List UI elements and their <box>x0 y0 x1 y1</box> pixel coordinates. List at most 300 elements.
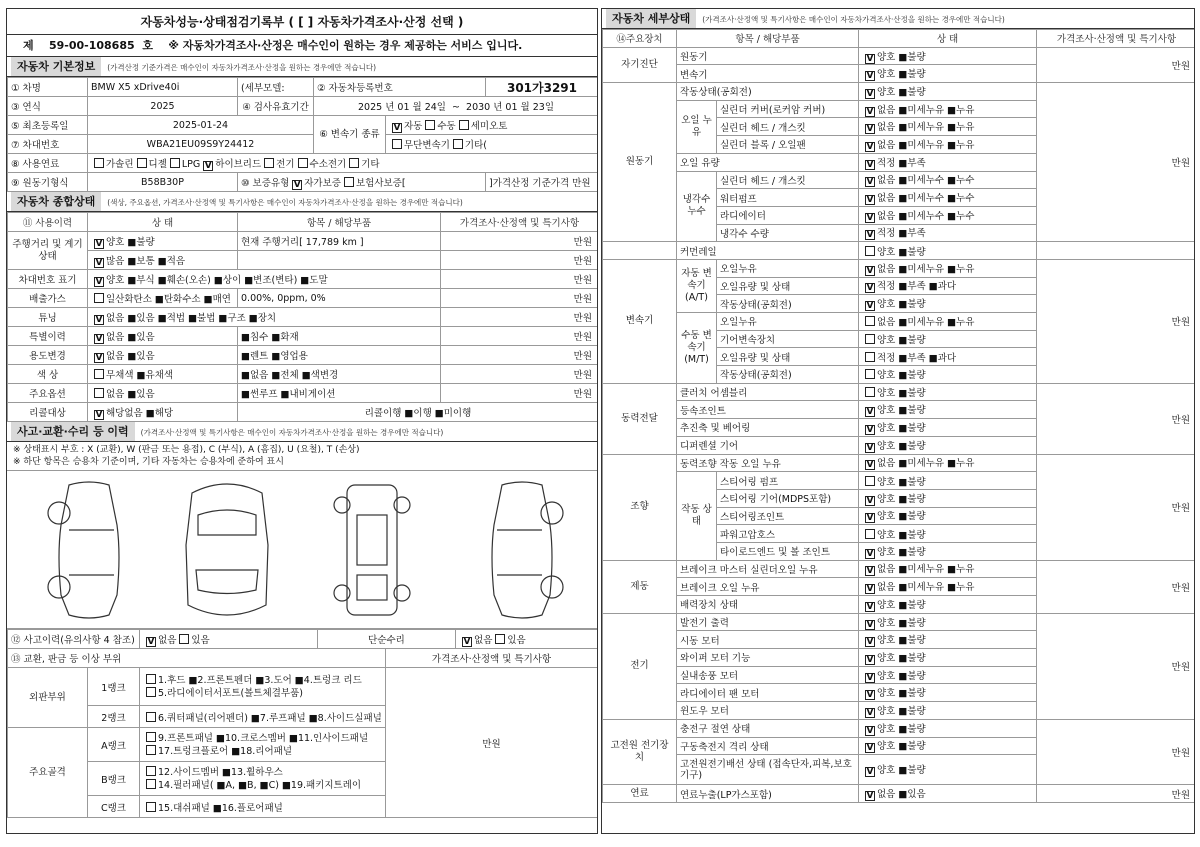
checkbox[interactable]: V <box>866 548 874 559</box>
at-oil-level-label: 오일유량 및 상태 <box>717 277 859 295</box>
oil-leak-label: 오일 누유 <box>677 100 717 153</box>
status-text: 없음 ■미세누유 ■누유 <box>877 564 975 576</box>
checkbox[interactable]: V <box>95 276 103 287</box>
recall-status <box>88 403 238 422</box>
price-unit: 만원 <box>1037 47 1196 82</box>
vin-label: ⑦ 차대번호 <box>8 135 88 154</box>
recall-done: 리콜이행 ■이행 ■미이행 <box>238 403 599 422</box>
document-title: 자동차성능·상태점검기록부 ( [ ] 자동차가격조사·산정 선택 ) <box>7 9 597 35</box>
emission-label: 배출가스 <box>8 289 88 308</box>
self-diagnosis-label: 자기진단 <box>603 47 677 82</box>
prop-shaft-status <box>859 419 1037 437</box>
master-cyl-status <box>859 560 1037 578</box>
checkbox-self-warranty[interactable]: V <box>293 179 301 190</box>
item-header: 항목 / 해당부품 <box>238 213 441 232</box>
checkbox[interactable] <box>865 334 875 344</box>
cyl-block-label: 실린더 블록 / 오일팬 <box>717 136 859 154</box>
rank2-items-text: 6.쿼터패널(리어펜더) ■7.루프패널 ■8.사이드실패널 <box>158 712 382 724</box>
cv-joint-status <box>859 401 1037 419</box>
checkbox[interactable]: V <box>866 88 874 99</box>
status-text: 적정 ■부족 <box>877 228 926 240</box>
checkbox[interactable]: V <box>866 460 874 471</box>
right-panel <box>601 8 1195 834</box>
wiper-label: 와이퍼 모터 기능 <box>677 649 859 667</box>
price-basis <box>486 173 599 192</box>
mt-oil-leak-label: 오일누유 <box>717 313 859 331</box>
mt-oil-leak-status <box>859 313 1037 331</box>
checkbox-insurer-warranty[interactable] <box>344 177 354 187</box>
status-text: 양호 ■불량 <box>877 741 926 753</box>
steering-section-label: 조향 <box>603 454 677 560</box>
car-diagrams <box>7 471 597 629</box>
ps-oil-leak-status <box>859 454 1037 472</box>
checkbox[interactable] <box>146 802 156 812</box>
mt-gear-status <box>859 330 1037 348</box>
abnormal-price-header: 가격조사·산정액 및 특기사항 <box>386 649 598 668</box>
etc-label: 기타( <box>464 140 487 151</box>
rankC-items-text: 15.대쉬패널 ■16.플로어패널 <box>158 802 283 814</box>
status-text: 양호 ■불량 <box>877 635 926 647</box>
checkbox[interactable]: V <box>866 584 874 595</box>
checkbox[interactable]: V <box>866 767 874 778</box>
checkbox[interactable]: V <box>866 566 874 577</box>
checkbox[interactable] <box>865 369 875 379</box>
vin: WBA21EU09S9Y24412 <box>88 135 314 154</box>
checkbox[interactable] <box>865 476 875 486</box>
checkbox[interactable]: V <box>95 352 103 363</box>
checkbox[interactable]: V <box>866 690 874 701</box>
price-unit: 만원 <box>1037 454 1196 560</box>
starter-status <box>859 631 1037 649</box>
common-rail-label: 커먼레일 <box>677 242 859 260</box>
status-text: 양호 ■불량 <box>877 388 926 400</box>
auto-trans-label: 자동 변속기 (A/T) <box>677 259 717 312</box>
current-mileage: 현재 주행거리[ 17,789 km ] <box>238 232 441 251</box>
checkbox[interactable]: V <box>866 301 874 312</box>
mt-idle-status <box>859 366 1037 384</box>
checkbox[interactable] <box>865 246 875 256</box>
checkbox-hybrid[interactable]: V <box>204 160 212 171</box>
self-engine-label: 원동기 <box>677 47 859 65</box>
hv-section-label: 고전원 전기장치 <box>603 719 677 784</box>
status-text: 양호 ■불량 <box>877 705 926 717</box>
common-rail-status <box>859 242 1037 260</box>
mileage-status-text: 양호 ■불량 <box>106 236 155 248</box>
reg-number-label: ② 자동차등록번호 <box>314 78 486 97</box>
accident-note: (가격조사·산정액 및 특기사항은 매수인이 자동차가격조사·산정을 원하는 경우에만 적습니다) <box>140 428 444 437</box>
checkbox-fuel-etc[interactable] <box>349 158 359 168</box>
accident-header <box>7 422 597 442</box>
transmission-options-2 <box>386 135 599 154</box>
checkbox[interactable] <box>865 316 875 326</box>
checkbox[interactable]: V <box>866 177 874 188</box>
checkbox[interactable]: V <box>866 725 874 736</box>
status-text: 적정 ■부족 <box>877 157 926 169</box>
options-status <box>88 384 238 403</box>
general-status-title: 자동차 종합상태 <box>11 192 101 212</box>
checkbox[interactable]: V <box>866 442 874 453</box>
checkbox[interactable]: V <box>866 53 874 64</box>
accident-history-label: ⑫ 사고이력(유의사항 4 참조) <box>8 630 140 649</box>
checkbox[interactable] <box>146 674 156 684</box>
wiper-status <box>859 649 1037 667</box>
status-text: 양호 ■불량 <box>877 765 926 777</box>
rankB-items <box>140 762 386 796</box>
coolant-leak-label: 냉각수 누수 <box>677 171 717 242</box>
checkbox[interactable] <box>146 779 156 789</box>
warranty-label: ⑩ 보증유형 <box>241 177 290 189</box>
transmission-label: ⑥ 변속기 종류 <box>314 116 386 154</box>
detail-status-title: 자동차 세부상태 <box>606 9 696 29</box>
alternator-status <box>859 613 1037 631</box>
empty-cell <box>238 251 441 270</box>
checkbox[interactable]: V <box>866 601 874 612</box>
checkbox[interactable]: V <box>866 195 874 206</box>
checkbox[interactable]: V <box>95 238 103 249</box>
checkbox-gasoline[interactable] <box>94 158 104 168</box>
checkbox[interactable]: V <box>866 743 874 754</box>
checkbox[interactable]: V <box>866 513 874 524</box>
price-unit: 만원 <box>441 346 599 365</box>
booster-status <box>859 596 1037 614</box>
checkbox-cvt[interactable] <box>392 139 402 149</box>
options-text: 없음 ■있음 <box>106 389 155 400</box>
inspection-validity-label: ④ 검사유효기간 <box>238 97 314 116</box>
status-text: 양호 ■불량 <box>877 652 926 664</box>
price-unit: 만원 <box>1037 719 1196 784</box>
special-items: ■침수 ■화재 <box>238 327 441 346</box>
checkbox-lpg[interactable] <box>170 158 180 168</box>
ev-label: 전기 <box>276 158 295 170</box>
rankB-label: B랭크 <box>88 762 140 796</box>
status-text: 없음 ■미세누유 ■누유 <box>877 582 975 594</box>
tie-rod-status <box>859 542 1037 560</box>
usage-change-text: 없음 ■있음 <box>106 350 155 362</box>
mt-idle-label: 작동상태(공회전) <box>717 366 859 384</box>
rankC-items <box>140 796 386 818</box>
sub-model-label: (세부모델: <box>238 78 314 97</box>
gasoline-label: 가솔린 <box>106 158 134 170</box>
checkbox[interactable] <box>865 352 875 362</box>
checkbox[interactable]: V <box>866 265 874 276</box>
cyl-cover-status <box>859 100 1037 118</box>
cyl-head-status <box>859 118 1037 136</box>
yes-label: 있음 <box>507 634 526 646</box>
radiator-label: 라디에이터 <box>717 206 859 224</box>
status-text: 양호 ■불량 <box>877 723 926 735</box>
diff-label: 디퍼렌셜 기어 <box>677 436 859 454</box>
checkbox[interactable]: V <box>95 257 103 268</box>
left-panel <box>6 8 598 834</box>
price-unit: 만원 <box>441 308 599 327</box>
rank1-label: 1랭크 <box>88 668 140 706</box>
hv-wiring-status <box>859 755 1037 785</box>
checkbox[interactable]: V <box>866 424 874 435</box>
status-text: 양호 ■불량 <box>877 670 926 682</box>
checkbox-yes[interactable] <box>495 634 505 644</box>
oil-level-label: 오일 유량 <box>677 153 859 171</box>
steer-pump-label: 스티어링 펌프 <box>717 472 859 490</box>
fuel-section-label: 연료 <box>603 785 677 803</box>
checkbox[interactable]: V <box>866 637 874 648</box>
checkbox[interactable]: V <box>866 159 874 170</box>
status-text: 양호 ■불량 <box>877 440 926 452</box>
status-text: 양호 ■불량 <box>877 511 926 523</box>
price-unit: 만원 <box>1037 383 1196 454</box>
status-text: 양호 ■불량 <box>877 546 926 558</box>
checkbox[interactable] <box>865 529 875 539</box>
fuel-leak-label: 연료누출(LP가스포함) <box>677 785 859 803</box>
hybrid-label: 하이브리드 <box>215 158 262 170</box>
vehicle-name: BMW X5 xDrive40i <box>88 78 238 97</box>
checkbox-diesel[interactable] <box>137 158 147 168</box>
none-label: 없음 <box>158 634 177 646</box>
checkbox[interactable] <box>94 293 104 303</box>
steer-gear-status <box>859 489 1037 507</box>
checkbox-hydrogen[interactable] <box>298 158 308 168</box>
checkbox[interactable] <box>146 766 156 776</box>
checkbox[interactable]: V <box>866 106 874 117</box>
status-text: 양호 ■불량 <box>877 405 926 417</box>
checkbox-ev[interactable] <box>264 158 274 168</box>
special-text: 없음 ■있음 <box>106 331 155 343</box>
checkbox[interactable]: V <box>95 409 103 420</box>
detail-status-header <box>602 9 1194 29</box>
engine-idle-status <box>859 83 1037 101</box>
price-unit: 만원 <box>441 251 599 270</box>
price-unit: 만원 <box>441 270 599 289</box>
rankB-items-a: 12.사이드멤버 ■13.휠하우스 <box>158 766 283 778</box>
steer-joint-status <box>859 507 1037 525</box>
tie-rod-label: 타이로드엔드 및 볼 조인트 <box>717 542 859 560</box>
status-text: 없음 ■미세누수 ■누수 <box>877 175 975 187</box>
vin-mark-status <box>88 270 441 289</box>
checkbox[interactable]: V <box>95 333 103 344</box>
general-status-header <box>7 192 597 212</box>
diesel-label: 디젤 <box>148 158 167 170</box>
warranty-options <box>238 173 486 192</box>
self-warranty-label: 자가보증 <box>304 177 341 189</box>
status-text: 적정 ■부족 ■과다 <box>877 281 957 293</box>
transmission-section-label: 변속기 <box>603 259 677 383</box>
self-trans-status <box>859 65 1037 83</box>
rankA-items-b: 17.트렁크플로어 ■18.리어패널 <box>158 745 292 757</box>
options-label: 주요옵션 <box>8 384 88 403</box>
empty-cell <box>1037 242 1196 260</box>
power-hose-label: 파워고압호스 <box>717 525 859 543</box>
yes-label: 있음 <box>191 634 210 646</box>
self-engine-status <box>859 47 1037 65</box>
status-text: 적정 ■부족 ■과다 <box>877 352 957 364</box>
checkbox[interactable] <box>146 687 156 697</box>
vin-mark-label: 차대번호 표기 <box>8 270 88 289</box>
insurer-warranty-label: 보험사보증[ <box>355 177 406 189</box>
prop-shaft-label: 추진축 및 베어링 <box>677 419 859 437</box>
auto-label: 자동 <box>404 120 423 132</box>
price-unit: 만원 <box>441 384 599 403</box>
price-basis-label: ]가격산정 기준가격 <box>489 178 570 189</box>
water-pump-status <box>859 189 1037 207</box>
rad-fan-label: 라디에이터 팬 모터 <box>677 684 859 702</box>
fuel-leak-status <box>859 785 1037 803</box>
hv-wiring-label: 고전원전기배선 상태 (접속단자,피복,보호기구) <box>677 755 859 785</box>
car-frame-diagram <box>312 475 432 627</box>
engine-type-label: ⑨ 원동기형식 <box>8 173 88 192</box>
checkbox[interactable]: V <box>866 141 874 152</box>
oil-level-status <box>859 153 1037 171</box>
coolant-level-status <box>859 224 1037 242</box>
status-text: 양호 ■불량 <box>877 617 926 629</box>
price-unit: 만원 <box>1037 83 1196 242</box>
status-text: 양호 ■불량 <box>877 599 926 611</box>
checkbox[interactable]: V <box>95 314 103 325</box>
steer-joint-label: 스티어링조인트 <box>717 507 859 525</box>
device-header: ⑭주요장치 <box>603 30 677 48</box>
fuel-label: ⑧ 사용연료 <box>8 154 88 173</box>
blower-label: 실내송풍 모터 <box>677 666 859 684</box>
emission-values: 0.00%, 0ppm, 0% <box>238 289 441 308</box>
price-unit: 만원 <box>441 289 599 308</box>
status-code-note: ※ 상태표시 부호 : X (교환), W (판금 또는 용접), C (부식), A (흠집), U (요철), T (손상) <box>13 445 360 455</box>
checkbox[interactable]: V <box>866 283 874 294</box>
validity-start: 2025 년 01 월 24일 <box>358 102 446 113</box>
checkbox[interactable]: V <box>866 407 874 418</box>
checkbox[interactable]: V <box>866 619 874 630</box>
color-text: 무채색 ■유채색 <box>106 370 174 381</box>
price-header: 가격조사·산정액 및 특기사항 <box>441 213 599 232</box>
checkbox[interactable] <box>94 388 104 398</box>
cool-head-label: 실린더 헤드 / 개스킷 <box>717 171 859 189</box>
checkbox-manual[interactable] <box>425 120 435 130</box>
checkbox-none[interactable]: V <box>147 636 155 647</box>
charge-port-status <box>859 719 1037 737</box>
brake-section-label: 제동 <box>603 560 677 613</box>
passenger-car-note: ※ 하단 항목은 승용차 기준이며, 기타 자동차는 승용차에 준하여 표시 <box>13 457 284 467</box>
coolant-level-label: 냉각수 수량 <box>717 224 859 242</box>
rankA-items <box>140 728 386 762</box>
usage-change-label: 용도변경 <box>8 346 88 365</box>
color-status <box>88 365 238 384</box>
accident-history-status <box>140 630 318 649</box>
car-left-side-diagram <box>29 475 149 625</box>
checkbox[interactable] <box>94 369 104 379</box>
checkbox[interactable] <box>146 712 156 722</box>
cool-head-status <box>859 171 1037 189</box>
mileage-status <box>88 232 238 251</box>
battery-iso-label: 구동축전지 격리 상태 <box>677 737 859 755</box>
status-text: 양호 ■불량 <box>877 51 926 63</box>
checkbox-none[interactable]: V <box>463 636 471 647</box>
inspection-validity <box>314 97 599 116</box>
checkbox[interactable]: V <box>866 230 874 241</box>
master-cyl-label: 브레이크 마스터 실린더오일 누유 <box>677 560 859 578</box>
rad-fan-status <box>859 684 1037 702</box>
price-unit: 만원 <box>1037 560 1196 613</box>
document-number: 59-00-108685 <box>48 39 135 52</box>
options-items: ■썬루프 ■내비게이션 <box>238 384 441 403</box>
price-basis-unit: 만원 <box>572 178 591 189</box>
checkbox-etc[interactable] <box>453 139 463 149</box>
accident-table <box>7 629 598 818</box>
rankA-items-a: 9.프론트패널 ■10.크로스멤버 ■11.인사이드패널 <box>158 732 369 744</box>
clutch-status <box>859 383 1037 401</box>
status-text: 양호 ■불량 <box>877 529 926 541</box>
mileage-level <box>88 251 238 270</box>
simple-repair-status <box>456 630 598 649</box>
first-reg-date: 2025-01-24 <box>88 116 314 135</box>
detail-status-table <box>602 29 1195 803</box>
at-oil-level-status <box>859 277 1037 295</box>
checkbox[interactable] <box>146 745 156 755</box>
car-right-side-diagram <box>462 475 582 625</box>
checkbox[interactable]: V <box>866 495 874 506</box>
rank2-label: 2랭크 <box>88 706 140 728</box>
general-status-table <box>7 212 598 422</box>
status-header: 상 태 <box>88 213 238 232</box>
detail-status-note: (가격조사·산정액 및 특기사항은 매수인이 자동차가격조사·산정을 원하는 경우에만 적습니다) <box>702 15 1005 24</box>
hydrogen-label: 수소전기 <box>309 158 347 170</box>
electrical-section-label: 전기 <box>603 613 677 719</box>
emission-status <box>88 289 238 308</box>
status-text: 없음 ■미세누유 ■누유 <box>877 317 975 329</box>
checkbox[interactable]: V <box>866 212 874 223</box>
steer-pump-status <box>859 472 1037 490</box>
none-label: 없음 <box>474 634 493 646</box>
at-oil-leak-label: 오일누유 <box>717 259 859 277</box>
checkbox[interactable] <box>865 387 875 397</box>
fuel-etc-label: 기타 <box>361 158 380 170</box>
status-text: 없음 ■미세누유 ■누유 <box>877 139 975 151</box>
checkbox[interactable]: V <box>866 791 874 802</box>
status-text: 양호 ■불량 <box>877 69 926 81</box>
price-unit: 만원 <box>1037 785 1196 803</box>
checkbox[interactable]: V <box>866 672 874 683</box>
steering-op-label: 작동 상태 <box>677 472 717 560</box>
window-motor-label: 윈도우 모터 <box>677 702 859 720</box>
at-oil-leak-status <box>859 259 1037 277</box>
charge-port-label: 충전구 절연 상태 <box>677 719 859 737</box>
status-text: 없음 ■있음 <box>877 789 926 801</box>
document-number-line <box>7 35 597 57</box>
status-text: 양호 ■불량 <box>877 246 926 258</box>
checkbox[interactable]: V <box>866 707 874 718</box>
rank1-items-a: 1.후드 ■2.프론트펜더 ■3.도어 ■4.트렁크 리드 <box>158 674 362 686</box>
checkbox-yes[interactable] <box>179 634 189 644</box>
status-text: 양호 ■불량 <box>877 688 926 700</box>
checkbox-semi[interactable] <box>459 120 469 130</box>
status-text: 없음 ■미세누유 ■누유 <box>877 263 975 275</box>
diff-status <box>859 436 1037 454</box>
checkbox[interactable] <box>146 732 156 742</box>
checkbox[interactable]: V <box>866 71 874 82</box>
status-text: 없음 ■미세누수 ■누수 <box>877 210 975 222</box>
color-items: ■없음 ■전체 ■색변경 <box>238 365 441 384</box>
engine-label: 원동기 <box>603 83 677 242</box>
checkbox[interactable]: V <box>866 124 874 135</box>
status-text: 양호 ■불량 <box>877 476 926 488</box>
validity-dash: ~ <box>452 102 460 113</box>
cyl-head-label: 실린더 헤드 / 개스킷 <box>717 118 859 136</box>
service-notice: ※ 자동차가격조사·산정은 매수인이 원하는 경우 제공하는 서비스 입니다. <box>168 39 523 52</box>
mileage-level-text: 많음 ■보통 ■적음 <box>106 255 186 267</box>
mileage-label: 주행거리 및 계기상태 <box>8 232 88 270</box>
engine-type: B58B30P <box>88 173 238 192</box>
transmission-options-1 <box>386 116 599 135</box>
checkbox[interactable]: V <box>866 654 874 665</box>
status-text: 양호 ■불량 <box>877 335 926 347</box>
rank1-items-b: 5.라디에이터서포트(볼트체결부품) <box>158 687 303 699</box>
checkbox-auto[interactable]: V <box>393 122 401 133</box>
